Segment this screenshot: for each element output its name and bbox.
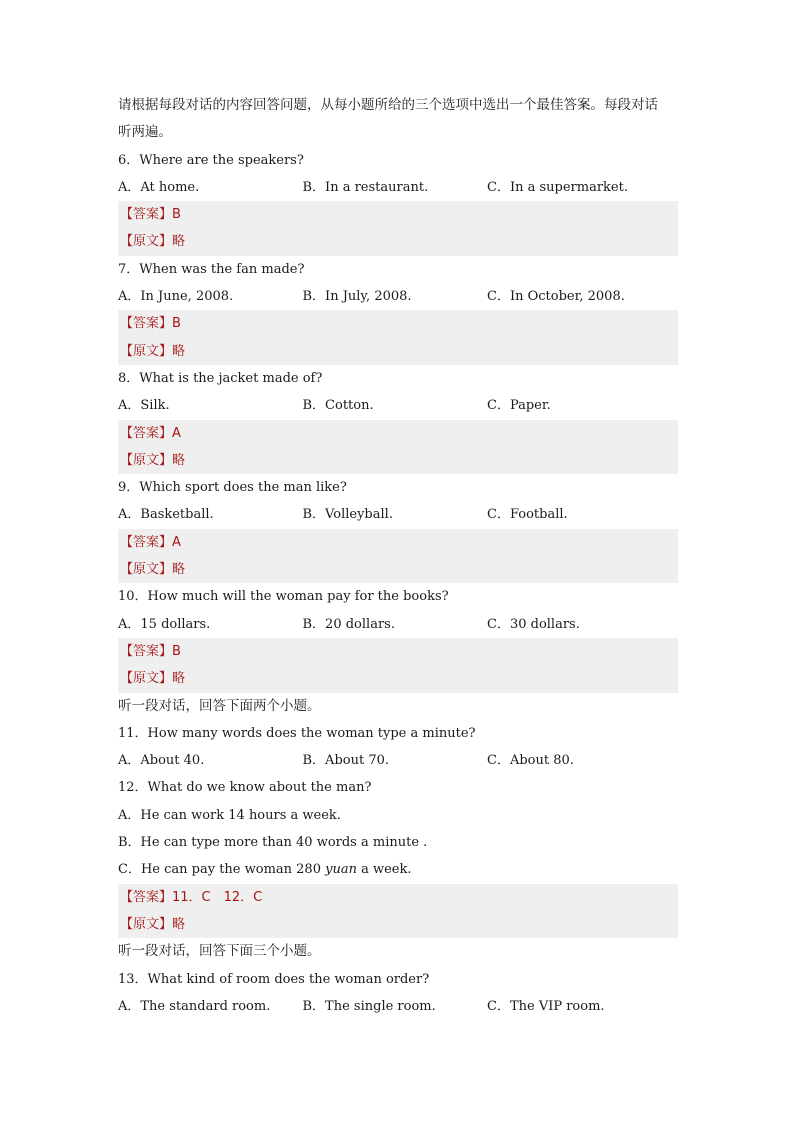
question-11-stem: 11．How many words does the woman type a minute? xyxy=(118,725,476,741)
question-9-answer-box xyxy=(118,529,678,584)
transcript-line: 【原文】略 xyxy=(120,562,186,578)
option-a: A．About 40. xyxy=(118,753,205,769)
question-9-options xyxy=(118,501,678,528)
answer-line: 【答案】11．C 12．C xyxy=(120,889,263,905)
question-10-stem: 10．How much will the woman pay for the books? xyxy=(118,589,449,605)
question-7-stem: 7．When was the fan made? xyxy=(118,261,305,277)
question-13-options xyxy=(118,993,678,1020)
option-c: C．The VIP room. xyxy=(487,998,605,1014)
transcript-line: 【原文】略 xyxy=(120,452,186,468)
transcript-line: 【原文】略 xyxy=(120,343,186,359)
option-b: B．In July, 2008. xyxy=(302,289,412,305)
option-b: B．20 dollars. xyxy=(302,616,395,632)
option-c-text-end: a week. xyxy=(356,862,412,878)
option-a: A．15 dollars. xyxy=(118,616,211,632)
question-10-answer-box xyxy=(118,638,678,693)
question-6-stem: 6．Where are the speakers? xyxy=(118,152,304,168)
transcript-line: 【原文】略 xyxy=(120,234,186,250)
option-a: A．In June, 2008. xyxy=(118,289,234,305)
question-13-stem: 13．What kind of room does the woman order? xyxy=(118,971,430,987)
option-c: C．In October, 2008. xyxy=(487,289,625,305)
question-10-options xyxy=(118,611,678,638)
question-8-options xyxy=(118,392,678,419)
question-9-stem: 9．Which sport does the man like? xyxy=(118,480,347,496)
option-c: C．Football. xyxy=(487,507,568,523)
option-a: A．Silk. xyxy=(118,398,170,414)
dialogue-group-2-intro: 听一段对话，回答下面三个小题。 xyxy=(118,943,321,960)
option-c: C．In a supermarket. xyxy=(487,179,628,195)
option-b: B．Volleyball. xyxy=(302,507,393,523)
question-12-option-b: B．He can type more than 40 words a minute . xyxy=(118,835,428,851)
transcript-line: 【原文】略 xyxy=(120,916,186,932)
question-7-options xyxy=(118,283,678,310)
question-8-answer-box xyxy=(118,420,678,475)
answer-line: 【答案】A xyxy=(120,534,181,550)
answer-line: 【答案】B xyxy=(120,207,181,223)
group-1-answer-box xyxy=(118,884,678,939)
option-a: A．At home. xyxy=(118,179,200,195)
question-11-options xyxy=(118,747,678,774)
option-c-text-start: C．He can pay the woman 280 xyxy=(118,862,326,878)
question-6-answer-box xyxy=(118,201,678,256)
question-12-stem: 12．What do we know about the man? xyxy=(118,780,372,796)
question-7-answer-box xyxy=(118,310,678,365)
question-8-stem: 8．What is the jacket made of? xyxy=(118,370,323,386)
option-b: B．In a restaurant. xyxy=(302,179,429,195)
instructions-line-1: 请根据每段对话的内容回答问题，从每小题所给的三个选项中选出一个最佳答案。每段对话 xyxy=(118,97,658,113)
option-c: C．30 dollars. xyxy=(487,616,580,632)
option-a: A．Basketball. xyxy=(118,507,214,523)
option-b: B．About 70. xyxy=(302,753,389,769)
option-b: B．Cotton. xyxy=(302,398,374,414)
question-12-option-a: A．He can work 14 hours a week. xyxy=(118,807,341,823)
option-c: C．About 80. xyxy=(487,753,574,769)
instructions-line-2: 听两遍。 xyxy=(118,124,172,141)
answer-line: 【答案】A xyxy=(120,425,181,441)
option-a: A．The standard room. xyxy=(118,998,271,1014)
question-6-options xyxy=(118,174,678,201)
option-c-italic-unit: yuan xyxy=(325,862,357,878)
question-12-option-c xyxy=(118,856,678,883)
option-b: B．The single room. xyxy=(302,998,436,1014)
transcript-line: 【原文】略 xyxy=(120,671,186,687)
exam-page xyxy=(118,92,678,1020)
answer-line: 【答案】B xyxy=(120,643,181,659)
option-c: C．Paper. xyxy=(487,398,551,414)
answer-line: 【答案】B xyxy=(120,316,181,332)
dialogue-group-1-intro: 听一段对话，回答下面两个小题。 xyxy=(118,697,321,714)
